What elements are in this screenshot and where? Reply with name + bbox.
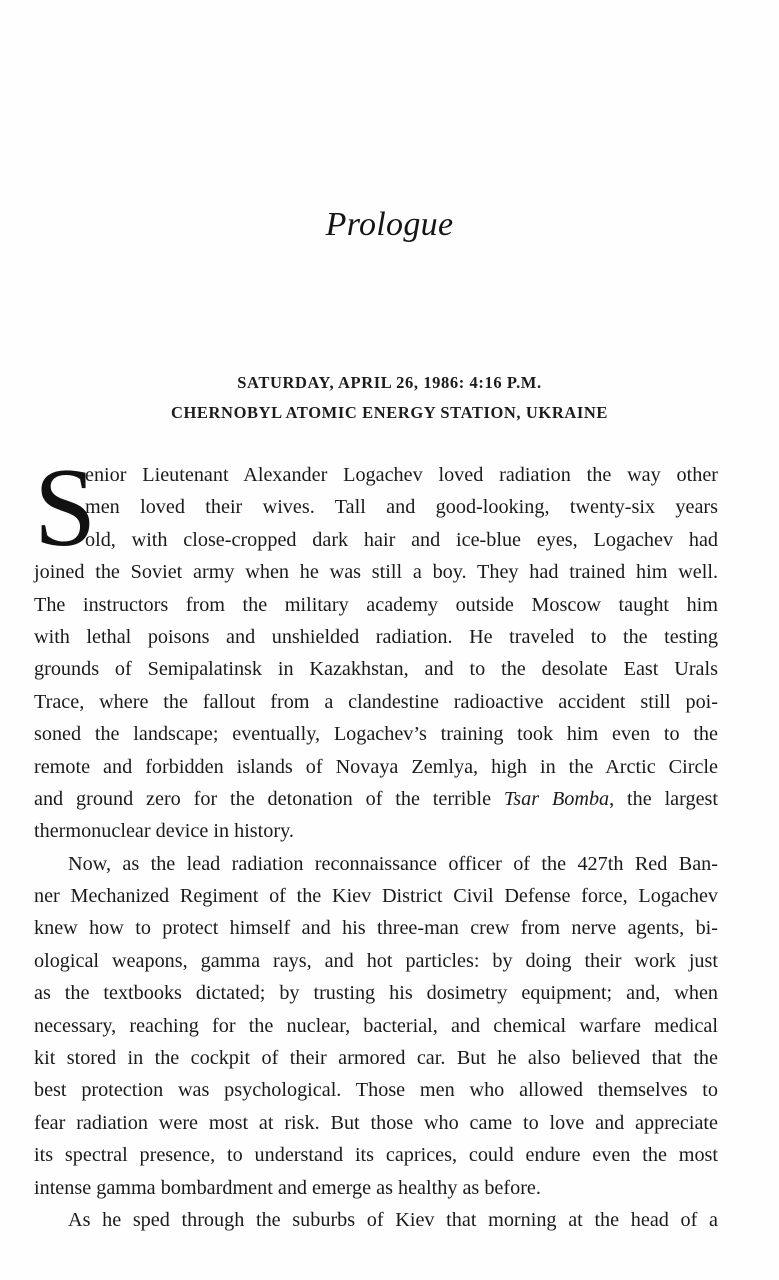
text-line: The instructors from the military academy outside Moscow taught him: [34, 593, 718, 616]
text-line: knew how to protect himself and his three-man crew from nerve agents, bi-: [34, 917, 718, 940]
dateline-location: CHERNOBYL ATOMIC ENERGY STATION, UKRAINE: [170, 403, 609, 422]
text-line: necessary, reaching for the nuclear, bacterial, and chemical warfare medical: [34, 1014, 718, 1037]
italic-title-tsar-bomba: Tsar Bomba: [503, 787, 610, 810]
paragraph-3: [34, 1204, 718, 1236]
text-line: Now, as the lead radiation reconnaissance officer of the 427th Red Ban-: [68, 852, 718, 875]
text-line: men loved their wives. Tall and good-looking, twenty-six years: [85, 496, 718, 519]
text-line: intense gamma bombardment and emerge as healthy as before.: [34, 1176, 541, 1199]
text-run: and ground zero for the detonation of the terrible: [34, 787, 504, 810]
text-line: soned the landscape; eventually, Logachev’s training took him even to the: [34, 723, 718, 746]
paragraph-1: [34, 446, 719, 848]
chapter-title: Prologue: [325, 206, 454, 243]
dateline: [0, 368, 779, 428]
text-line: Trace, where the fallout from a clandestine radioactive accident still poi-: [34, 690, 718, 713]
dateline-date-time: SATURDAY, APRIL 26, 1986: 4:16 P.M.: [237, 373, 542, 392]
text-run: , the largest: [609, 787, 719, 810]
text-line: best protection was psychological. Those men who allowed themselves to: [34, 1079, 718, 1102]
text-line: ological weapons, gamma rays, and hot particles: by doing their work just: [34, 949, 718, 972]
body-text: [34, 446, 719, 1236]
text-line: As he sped through the suburbs of Kiev that morning at the head of a: [68, 1208, 718, 1231]
text-line: joined the Soviet army when he was still a boy. They had trained him well.: [34, 561, 718, 584]
paragraph-2: [34, 848, 718, 1204]
text-line: enior Lieutenant Alexander Logachev loved radiation the way other: [85, 464, 718, 486]
text-line: thermonuclear device in history.: [34, 820, 294, 843]
text-line: as the textbooks dictated; by trusting his dosimetry equipment; and, when: [34, 982, 718, 1005]
drop-cap: S: [34, 446, 97, 570]
text-line: kit stored in the cockpit of their armored car. But he also believed that the: [34, 1047, 718, 1070]
text-line: old, with close-cropped dark hair and ice-blue eyes, Logachev had: [85, 528, 718, 551]
text-line: fear radiation were most at risk. But those who came to love and appreciate: [34, 1111, 718, 1134]
text-line: remote and forbidden islands of Novaya Zemlya, high in the Arctic Circle: [34, 755, 718, 778]
text-line: ner Mechanized Regiment of the Kiev District Civil Defense force, Logachev: [34, 885, 718, 908]
text-line: grounds of Semipalatinsk in Kazakhstan, and to the desolate East Urals: [34, 658, 718, 681]
text-line: its spectral presence, to understand its caprices, could endure even the most: [34, 1144, 718, 1167]
text-line: [34, 783, 718, 815]
text-line: with lethal poisons and unshielded radiation. He traveled to the testing: [34, 625, 718, 648]
